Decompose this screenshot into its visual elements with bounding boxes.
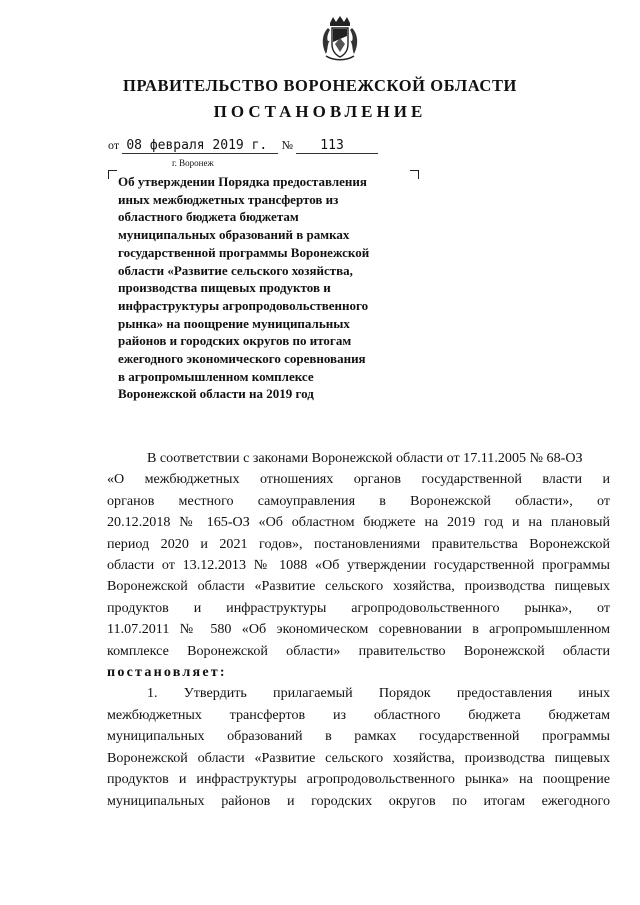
subject-line: инфраструктуры агропродовольственного	[118, 297, 369, 313]
date-number-row	[108, 137, 378, 154]
decree-date: 08 февраля 2019 г.	[122, 138, 278, 154]
body-line: 1. Утвердить прилагаемый Порядок предоставления иных	[147, 685, 610, 702]
subject-line: государственной программы Воронежской	[118, 244, 370, 260]
document-type-title: ПОСТАНОВЛЕНИЕ	[213, 102, 427, 121]
subject-line: области «Развитие сельского хозяйства,	[118, 262, 353, 278]
subject-corner-left	[108, 170, 117, 179]
city-label: г. Воронеж	[172, 158, 214, 168]
coat-of-arms-emblem-icon	[318, 14, 362, 62]
date-prefix: от	[108, 138, 120, 152]
subject-line: ежегодного экономического соревнования	[118, 351, 366, 367]
subject-line: производства пищевых продуктов и	[118, 280, 331, 296]
body-line: области от 13.12.2013 № 1088 «Об утверждении государственной программы	[107, 557, 610, 574]
body-line: «О межбюджетных отношениях органов государственной власти и	[107, 471, 610, 488]
body-line: муниципальных образований в рамках государственной программы	[107, 728, 610, 745]
body-line: 11.07.2011 № 580 «Об экономическом соревновании в агропромышленном	[107, 621, 610, 638]
body-line: муниципальных районов и городских округов по итогам ежегодного	[107, 792, 610, 809]
subject-line: областного бюджета бюджетам	[118, 209, 299, 225]
body-line: межбюджетных трансфертов из областного бюджета бюджетам	[107, 706, 610, 723]
government-title: ПРАВИТЕЛЬСТВО ВОРОНЕЖСКОЙ ОБЛАСТИ	[123, 76, 517, 95]
body-line: продуктов и инфраструктуры агропродовольственного рынка» на поощрение	[107, 771, 610, 788]
decree-subject	[118, 173, 418, 403]
number-prefix: №	[281, 138, 294, 152]
subject-line: иных межбюджетных трансфертов из	[118, 191, 339, 207]
body-line: продуктов и инфраструктуры агропродовольственного рынка», от	[107, 599, 610, 616]
subject-line: Об утверждении Порядка предоставления	[118, 174, 367, 189]
subject-line: районов и городских округов по итогам	[118, 333, 352, 349]
body-line: органов местного самоуправления в Воронежской области», от	[107, 492, 610, 509]
subject-line: рынка» на поощрение муниципальных	[118, 315, 350, 331]
body-line: В соответствии с законами Воронежской области от 17.11.2005 № 68-ОЗ	[147, 450, 583, 466]
subject-line: Воронежской области на 2019 год	[118, 386, 314, 402]
decree-number: 113	[296, 138, 378, 154]
body-line: Воронежской области «Развитие сельского хозяйства, производства пищевых	[107, 578, 610, 595]
body-line: комплексе Воронежской области» правительство Воронежской области	[107, 642, 610, 659]
body-line: Воронежской области «Развитие сельского хозяйства, производства пищевых	[107, 749, 610, 766]
body-line: 20.12.2018 № 165-ОЗ «Об областном бюджете на 2019 год и на плановый	[107, 514, 610, 531]
resolves-word: постановляет:	[107, 664, 227, 681]
body-line: период 2020 и 2021 годов», постановлениями правительства Воронежской	[107, 535, 610, 552]
subject-line: в агропромышленном комплексе	[118, 368, 314, 384]
subject-line: муниципальных образований в рамках	[118, 227, 350, 243]
document-body	[107, 448, 610, 812]
